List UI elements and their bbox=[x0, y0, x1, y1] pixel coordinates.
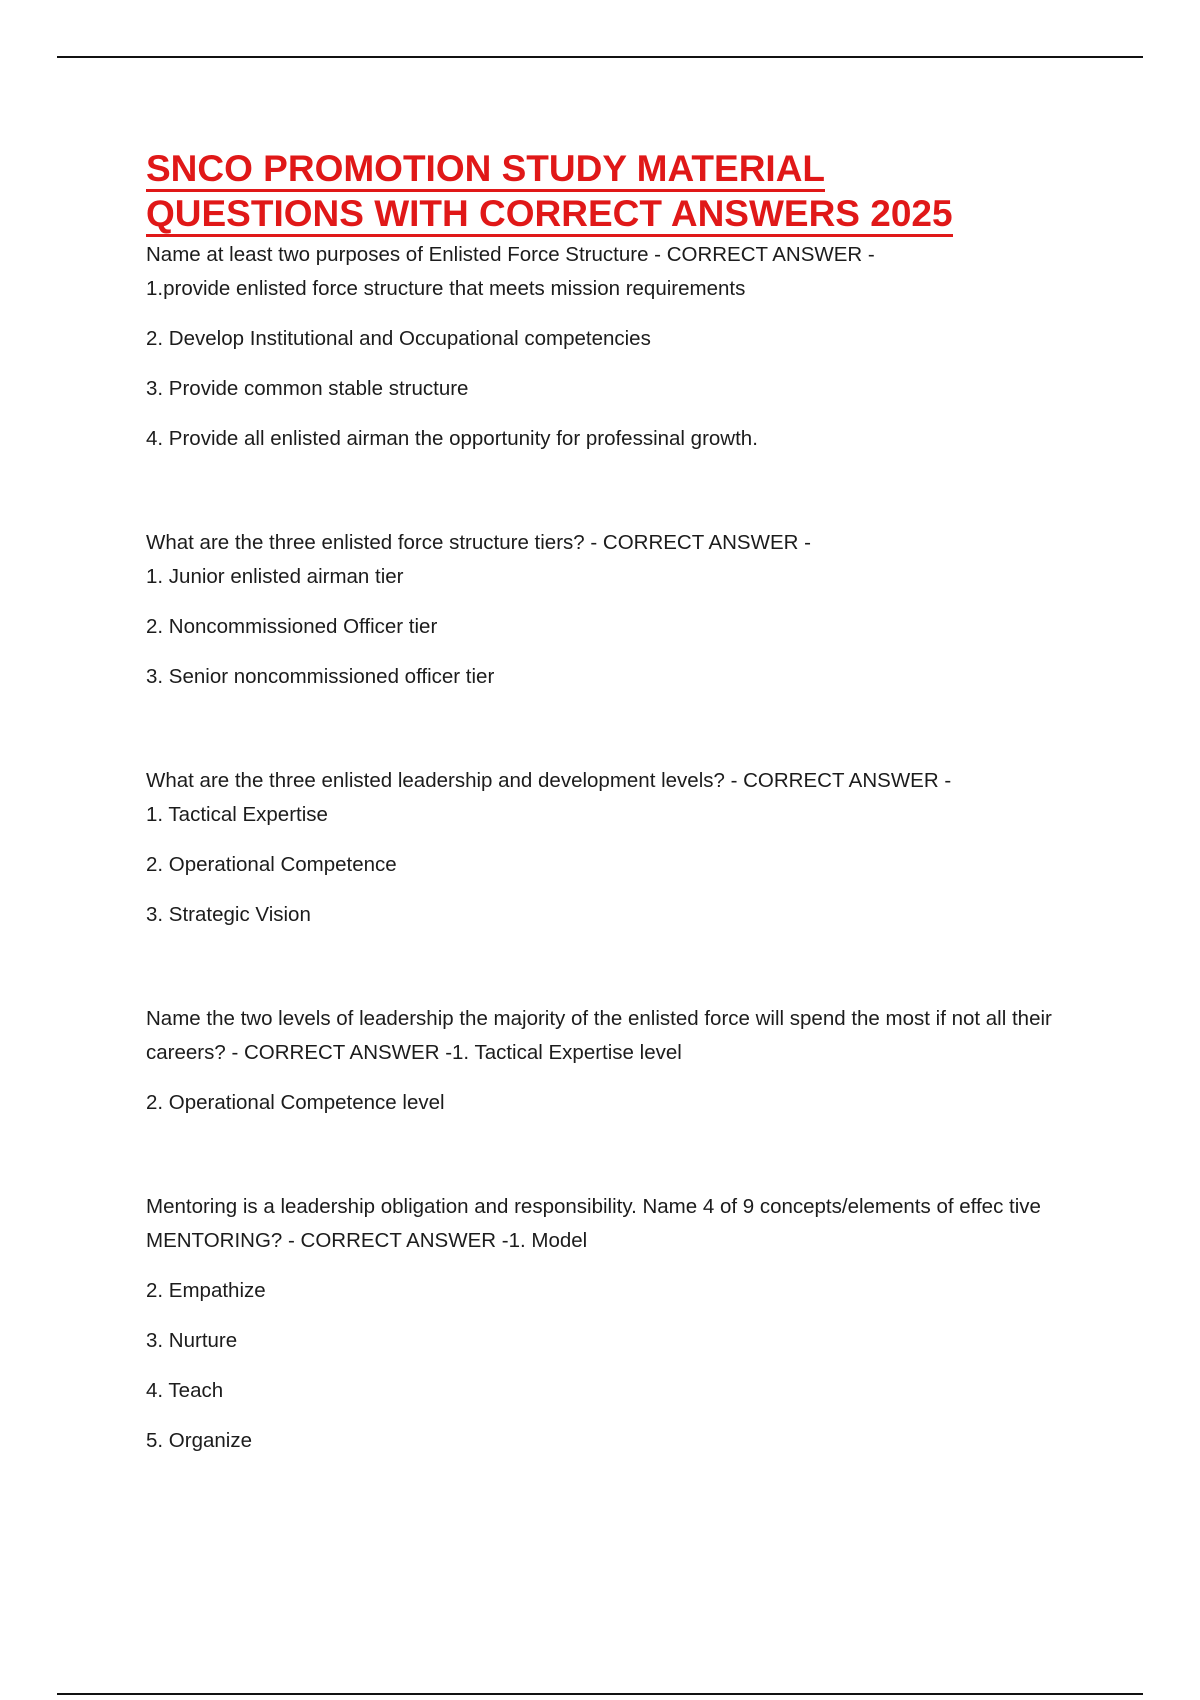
answer-line: 1. Junior enlisted airman tier bbox=[146, 565, 404, 588]
qa-item bbox=[146, 238, 1096, 456]
answer-line: 2. Operational Competence bbox=[146, 853, 397, 876]
bottom-rule bbox=[57, 1693, 1143, 1695]
title-line-2: QUESTIONS WITH CORRECT ANSWERS 2025 bbox=[146, 193, 953, 237]
answer-line: 2. Empathize bbox=[146, 1279, 266, 1302]
question-text: Name the two levels of leadership the majority of the enlisted force will spend the most if not all their careers? - CORRECT ANSWER -1. Tactical Expertise level bbox=[146, 1007, 1052, 1064]
question-text: Mentoring is a leadership obligation and responsibility. Name 4 of 9 concepts/elements of effec tive MENTORING? - CORRECT ANSWER -1. Model bbox=[146, 1195, 1041, 1252]
answer-line: 3. Provide common stable structure bbox=[146, 377, 469, 400]
qa-item bbox=[146, 526, 1096, 694]
answer-line: 3. Strategic Vision bbox=[146, 903, 311, 926]
answer-line: 3. Senior noncommissioned officer tier bbox=[146, 665, 495, 688]
answer-line: 4. Teach bbox=[146, 1379, 224, 1402]
question-text: What are the three enlisted force structure tiers? - CORRECT ANSWER - bbox=[146, 531, 811, 554]
qa-list bbox=[146, 238, 1096, 1458]
answer-line: 2. Operational Competence level bbox=[146, 1091, 445, 1114]
answer-line: 1. Tactical Expertise bbox=[146, 803, 328, 826]
document-body bbox=[146, 146, 1096, 1528]
question-text: What are the three enlisted leadership and development levels? - CORRECT ANSWER - bbox=[146, 769, 952, 792]
top-rule bbox=[57, 56, 1143, 58]
qa-item bbox=[146, 764, 1096, 932]
answer-line: 4. Provide all enlisted airman the opportunity for professinal growth. bbox=[146, 427, 758, 450]
answer-line: 2. Develop Institutional and Occupational competencies bbox=[146, 327, 651, 350]
title-line-1: SNCO PROMOTION STUDY MATERIAL bbox=[146, 148, 825, 192]
question-text: Name at least two purposes of Enlisted Force Structure - CORRECT ANSWER - bbox=[146, 243, 875, 266]
answer-line: 2. Noncommissioned Officer tier bbox=[146, 615, 438, 638]
answer-line: 5. Organize bbox=[146, 1429, 252, 1452]
document-title bbox=[146, 146, 1096, 236]
qa-item bbox=[146, 1002, 1096, 1120]
qa-item bbox=[146, 1190, 1096, 1458]
answer-line: 1.provide enlisted force structure that meets mission requirements bbox=[146, 277, 746, 300]
answer-line: 3. Nurture bbox=[146, 1329, 238, 1352]
